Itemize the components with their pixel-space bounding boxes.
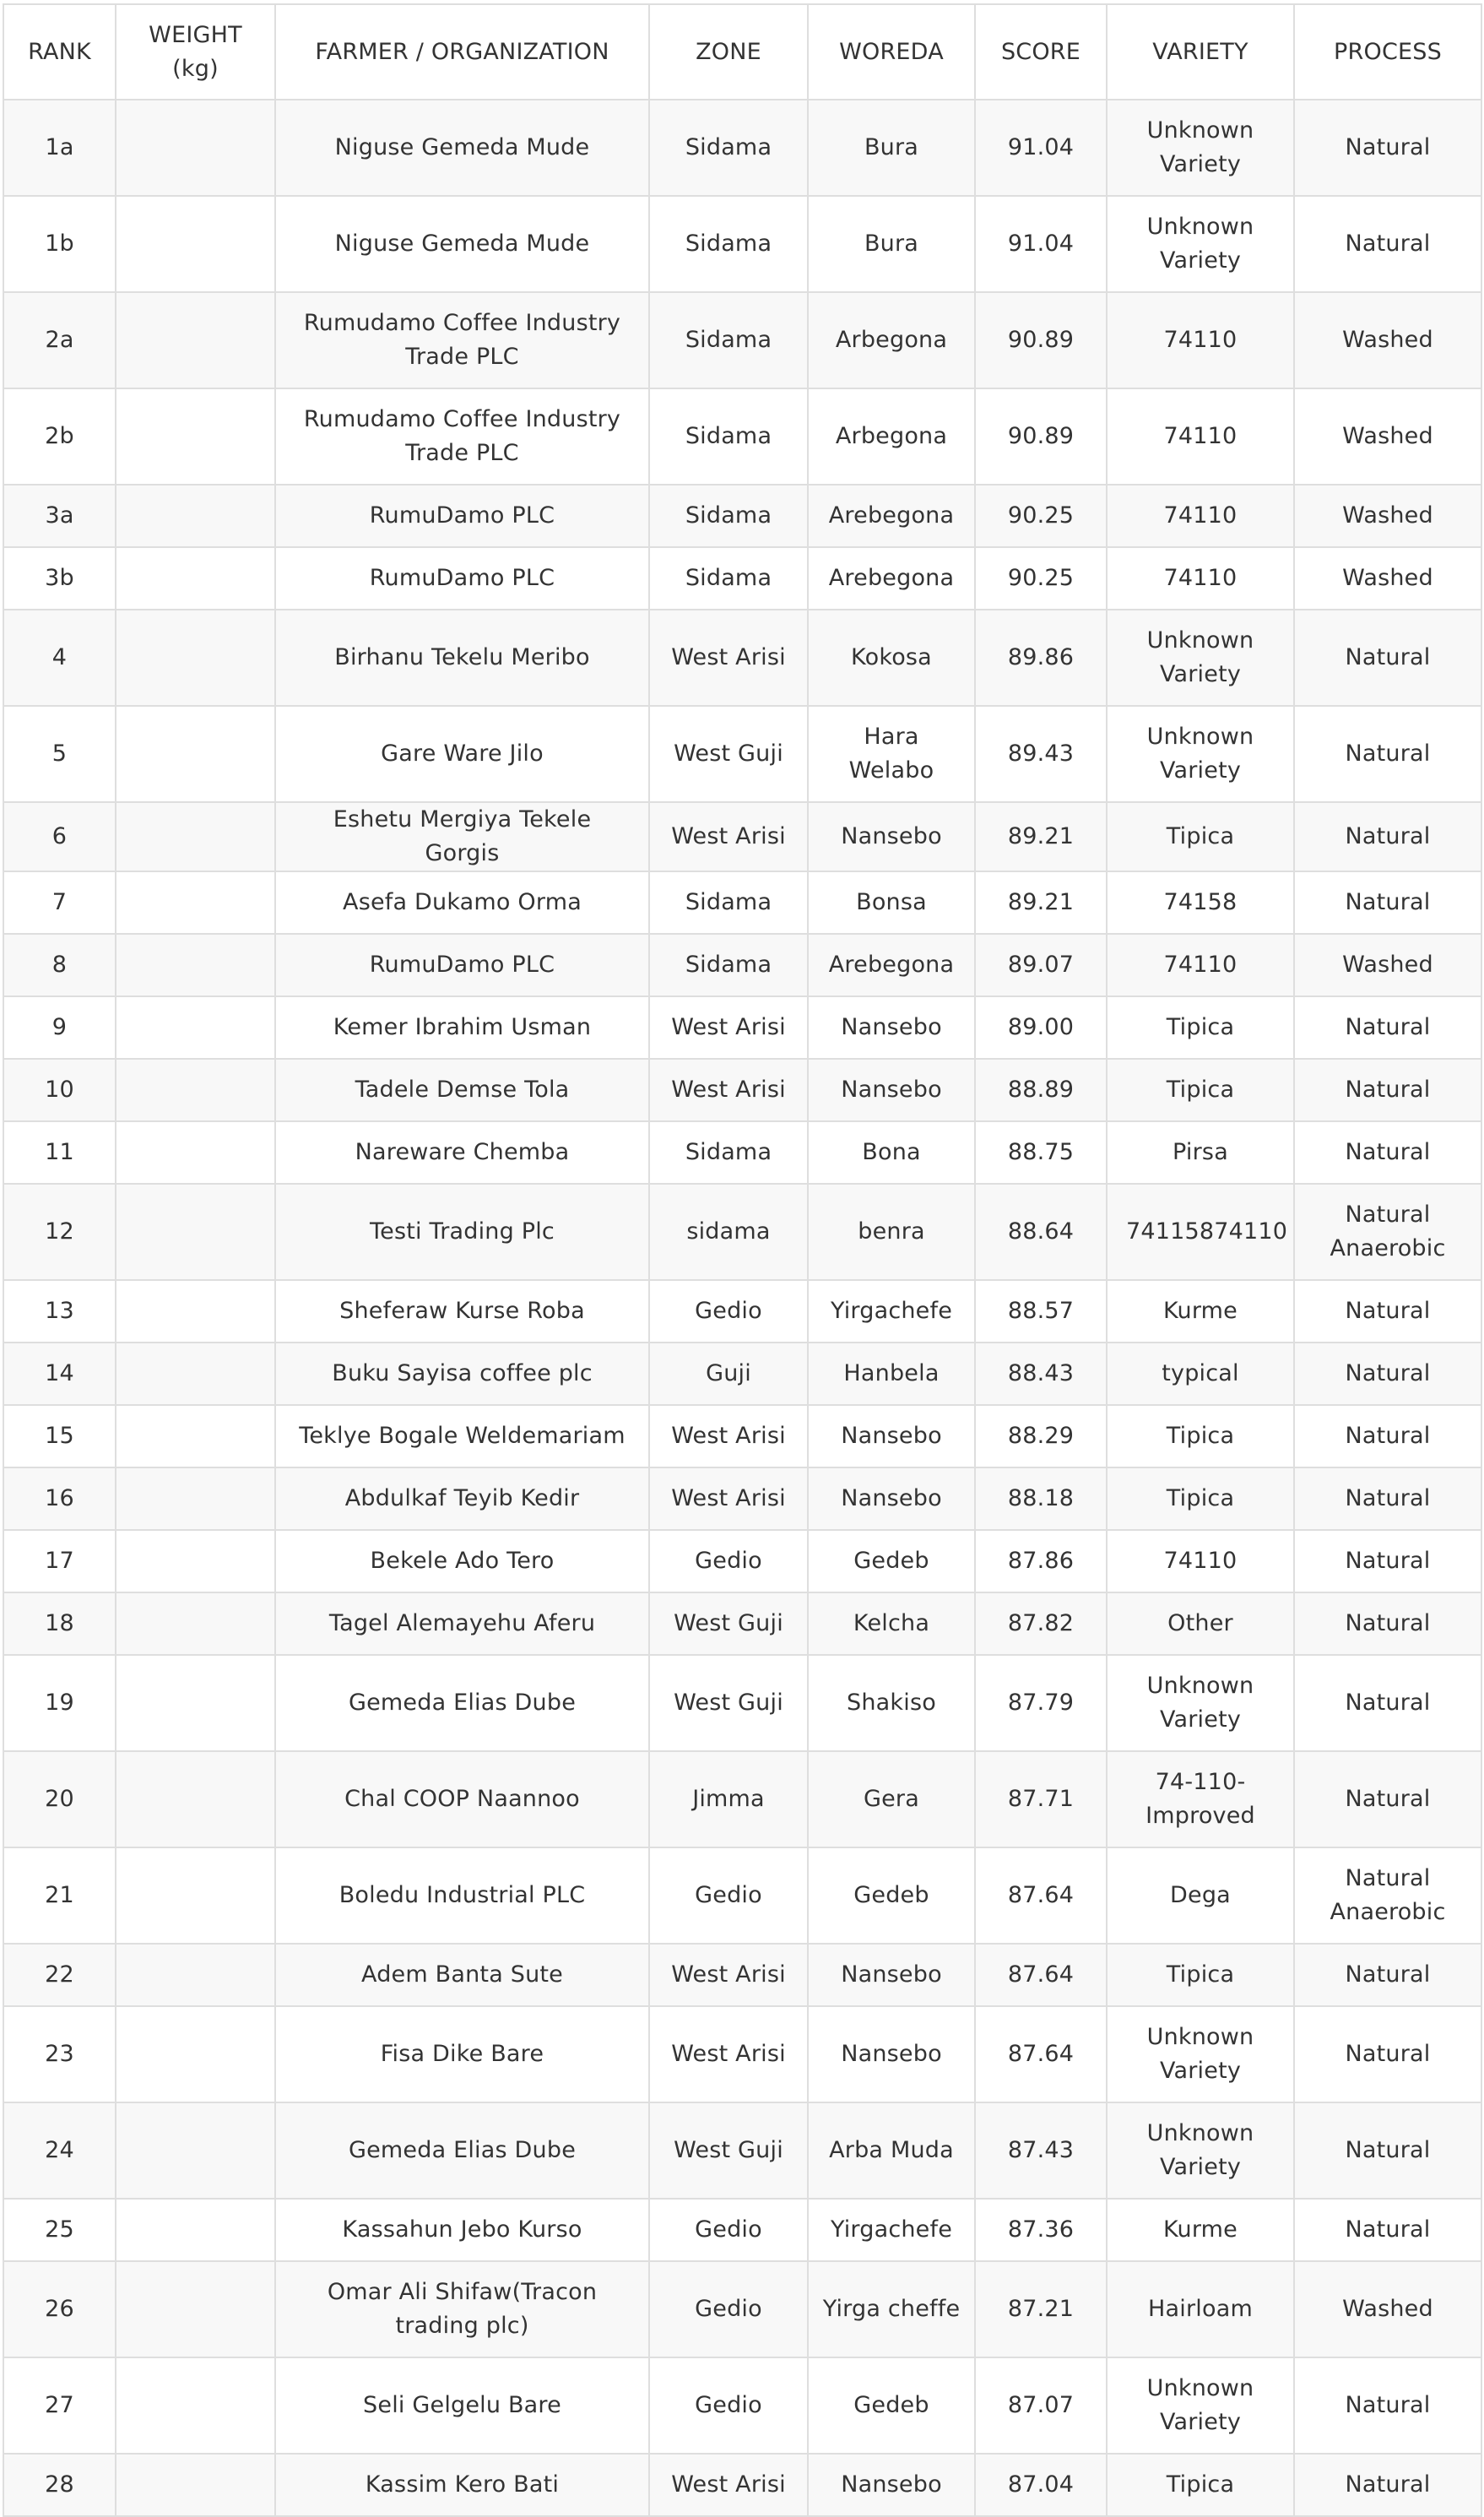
score-cell: 89.43	[975, 706, 1107, 802]
farmer-cell: Niguse Gemeda Mude	[275, 100, 649, 196]
woreda-cell: Arba Muda	[808, 2102, 975, 2199]
woreda-cell: Arebegona	[808, 934, 975, 996]
table-row	[3, 1059, 1481, 1121]
score-cell: 90.25	[975, 485, 1107, 547]
score-cell: 88.18	[975, 1467, 1107, 1530]
weight-cell	[116, 2006, 275, 2102]
table-row	[3, 2006, 1481, 2102]
score-cell: 91.04	[975, 196, 1107, 292]
woreda-cell: Nansebo	[808, 802, 975, 871]
rank-cell: 22	[3, 1944, 116, 2006]
process-cell: Natural	[1294, 100, 1481, 196]
results-table	[3, 3, 1482, 2517]
header-zone: ZONE	[649, 4, 808, 100]
weight-cell	[116, 610, 275, 706]
weight-cell	[116, 388, 275, 485]
process-cell: Natural	[1294, 1059, 1481, 1121]
woreda-cell: Bona	[808, 1121, 975, 1184]
rank-cell: 6	[3, 802, 116, 871]
farmer-cell: Omar Ali Shifaw(Tracon trading plc)	[275, 2261, 649, 2357]
variety-cell: 74115874110	[1107, 1184, 1294, 1280]
score-cell: 91.04	[975, 100, 1107, 196]
weight-cell	[116, 292, 275, 388]
process-cell: Natural	[1294, 1751, 1481, 1847]
score-cell: 90.89	[975, 292, 1107, 388]
weight-cell	[116, 871, 275, 934]
farmer-cell: Kassahun Jebo Kurso	[275, 2199, 649, 2261]
farmer-cell: Eshetu Mergiya Tekele Gorgis	[275, 802, 649, 871]
zone-cell: sidama	[649, 1184, 808, 1280]
table-row	[3, 2261, 1481, 2357]
variety-cell: 74158	[1107, 871, 1294, 934]
score-cell: 88.29	[975, 1405, 1107, 1467]
weight-cell	[116, 2454, 275, 2516]
process-cell: Natural	[1294, 1121, 1481, 1184]
table-row	[3, 1343, 1481, 1405]
farmer-cell: RumuDamo PLC	[275, 934, 649, 996]
variety-cell: Unknown Variety	[1107, 2006, 1294, 2102]
farmer-cell: RumuDamo PLC	[275, 485, 649, 547]
variety-cell: Tipica	[1107, 802, 1294, 871]
rank-cell: 1a	[3, 100, 116, 196]
rank-cell: 25	[3, 2199, 116, 2261]
score-cell: 87.64	[975, 1944, 1107, 2006]
zone-cell: Sidama	[649, 1121, 808, 1184]
process-cell: Natural	[1294, 1592, 1481, 1655]
farmer-cell: Testi Trading Plc	[275, 1184, 649, 1280]
zone-cell: Sidama	[649, 100, 808, 196]
score-cell: 87.07	[975, 2357, 1107, 2454]
header-weight: WEIGHT (kg)	[116, 4, 275, 100]
process-cell: Natural	[1294, 196, 1481, 292]
woreda-cell: Yirgachefe	[808, 1280, 975, 1343]
variety-cell: Tipica	[1107, 1944, 1294, 2006]
rank-cell: 7	[3, 871, 116, 934]
table-row	[3, 871, 1481, 934]
score-cell: 88.43	[975, 1343, 1107, 1405]
score-cell: 87.36	[975, 2199, 1107, 2261]
table-row	[3, 292, 1481, 388]
rank-cell: 20	[3, 1751, 116, 1847]
table-row	[3, 2102, 1481, 2199]
rank-cell: 18	[3, 1592, 116, 1655]
farmer-cell: RumuDamo PLC	[275, 547, 649, 610]
table-row	[3, 706, 1481, 802]
rank-cell: 4	[3, 610, 116, 706]
variety-cell: Unknown Variety	[1107, 2357, 1294, 2454]
table-row	[3, 1530, 1481, 1592]
farmer-cell: Tagel Alemayehu Aferu	[275, 1592, 649, 1655]
variety-cell: 74-110-Improved	[1107, 1751, 1294, 1847]
woreda-cell: Nansebo	[808, 1405, 975, 1467]
process-cell: Natural	[1294, 1655, 1481, 1751]
farmer-cell: Abdulkaf Teyib Kedir	[275, 1467, 649, 1530]
rank-cell: 11	[3, 1121, 116, 1184]
farmer-cell: Tadele Demse Tola	[275, 1059, 649, 1121]
process-cell: Natural	[1294, 1530, 1481, 1592]
header-farmer: FARMER / ORGANIZATION	[275, 4, 649, 100]
woreda-cell: Yirgachefe	[808, 2199, 975, 2261]
score-cell: 89.21	[975, 802, 1107, 871]
woreda-cell: Yirga cheffe	[808, 2261, 975, 2357]
weight-cell	[116, 1121, 275, 1184]
woreda-cell: Arebegona	[808, 547, 975, 610]
woreda-cell: Arebegona	[808, 485, 975, 547]
zone-cell: Sidama	[649, 292, 808, 388]
score-cell: 89.00	[975, 996, 1107, 1059]
process-cell: Natural Anaerobic	[1294, 1184, 1481, 1280]
woreda-cell: Gera	[808, 1751, 975, 1847]
table-row	[3, 1280, 1481, 1343]
farmer-cell: Gemeda Elias Dube	[275, 2102, 649, 2199]
table-row	[3, 1847, 1481, 1944]
zone-cell: Gedio	[649, 1847, 808, 1944]
table-row	[3, 802, 1481, 871]
score-cell: 90.25	[975, 547, 1107, 610]
weight-cell	[116, 996, 275, 1059]
woreda-cell: Nansebo	[808, 2006, 975, 2102]
process-cell: Natural	[1294, 1343, 1481, 1405]
weight-cell	[116, 1944, 275, 2006]
zone-cell: West Arisi	[649, 1059, 808, 1121]
rank-cell: 10	[3, 1059, 116, 1121]
woreda-cell: Gedeb	[808, 2357, 975, 2454]
score-cell: 87.04	[975, 2454, 1107, 2516]
variety-cell: Unknown Variety	[1107, 100, 1294, 196]
farmer-cell: Boledu Industrial PLC	[275, 1847, 649, 1944]
rank-cell: 16	[3, 1467, 116, 1530]
zone-cell: Jimma	[649, 1751, 808, 1847]
woreda-cell: Hanbela	[808, 1343, 975, 1405]
score-cell: 89.86	[975, 610, 1107, 706]
variety-cell: Tipica	[1107, 996, 1294, 1059]
table-row	[3, 1944, 1481, 2006]
variety-cell: Unknown Variety	[1107, 610, 1294, 706]
rank-cell: 2b	[3, 388, 116, 485]
process-cell: Natural	[1294, 2199, 1481, 2261]
rank-cell: 3a	[3, 485, 116, 547]
farmer-cell: Chal COOP Naannoo	[275, 1751, 649, 1847]
process-cell: Washed	[1294, 292, 1481, 388]
score-cell: 90.89	[975, 388, 1107, 485]
score-cell: 87.79	[975, 1655, 1107, 1751]
table-row	[3, 2454, 1481, 2516]
score-cell: 87.71	[975, 1751, 1107, 1847]
table-row	[3, 1121, 1481, 1184]
zone-cell: Gedio	[649, 1280, 808, 1343]
zone-cell: Sidama	[649, 871, 808, 934]
rank-cell: 13	[3, 1280, 116, 1343]
weight-cell	[116, 1280, 275, 1343]
weight-cell	[116, 1059, 275, 1121]
weight-cell	[116, 2199, 275, 2261]
woreda-cell: Nansebo	[808, 2454, 975, 2516]
weight-cell	[116, 1592, 275, 1655]
weight-cell	[116, 1184, 275, 1280]
woreda-cell: Bura	[808, 100, 975, 196]
zone-cell: Sidama	[649, 934, 808, 996]
process-cell: Washed	[1294, 388, 1481, 485]
weight-cell	[116, 2102, 275, 2199]
table-row	[3, 1405, 1481, 1467]
score-cell: 87.21	[975, 2261, 1107, 2357]
weight-cell	[116, 1343, 275, 1405]
farmer-cell: Rumudamo Coffee Industry Trade PLC	[275, 388, 649, 485]
variety-cell: 74110	[1107, 934, 1294, 996]
variety-cell: Other	[1107, 1592, 1294, 1655]
zone-cell: Sidama	[649, 485, 808, 547]
woreda-cell: Kokosa	[808, 610, 975, 706]
farmer-cell: Rumudamo Coffee Industry Trade PLC	[275, 292, 649, 388]
variety-cell: Tipica	[1107, 2454, 1294, 2516]
zone-cell: West Guji	[649, 1655, 808, 1751]
process-cell: Natural	[1294, 1467, 1481, 1530]
weight-cell	[116, 1530, 275, 1592]
score-cell: 87.64	[975, 2006, 1107, 2102]
variety-cell: Kurme	[1107, 1280, 1294, 1343]
process-cell: Natural	[1294, 2102, 1481, 2199]
header-row	[3, 4, 1481, 100]
rank-cell: 14	[3, 1343, 116, 1405]
table-row	[3, 610, 1481, 706]
rank-cell: 24	[3, 2102, 116, 2199]
woreda-cell: benra	[808, 1184, 975, 1280]
score-cell: 88.75	[975, 1121, 1107, 1184]
woreda-cell: Gedeb	[808, 1530, 975, 1592]
rank-cell: 3b	[3, 547, 116, 610]
farmer-cell: Kassim Kero Bati	[275, 2454, 649, 2516]
zone-cell: Sidama	[649, 388, 808, 485]
weight-cell	[116, 1655, 275, 1751]
farmer-cell: Buku Sayisa coffee plc	[275, 1343, 649, 1405]
woreda-cell: Bura	[808, 196, 975, 292]
table-row	[3, 196, 1481, 292]
zone-cell: West Guji	[649, 1592, 808, 1655]
rank-cell: 9	[3, 996, 116, 1059]
farmer-cell: Kemer Ibrahim Usman	[275, 996, 649, 1059]
variety-cell: Unknown Variety	[1107, 196, 1294, 292]
variety-cell: Dega	[1107, 1847, 1294, 1944]
zone-cell: Sidama	[649, 196, 808, 292]
rank-cell: 5	[3, 706, 116, 802]
farmer-cell: Asefa Dukamo Orma	[275, 871, 649, 934]
header-process: PROCESS	[1294, 4, 1481, 100]
woreda-cell: Hara Welabo	[808, 706, 975, 802]
process-cell: Natural	[1294, 1280, 1481, 1343]
weight-cell	[116, 1405, 275, 1467]
process-cell: Natural	[1294, 2357, 1481, 2454]
farmer-cell: Gare Ware Jilo	[275, 706, 649, 802]
table-row	[3, 1592, 1481, 1655]
header-rank: RANK	[3, 4, 116, 100]
header-score: SCORE	[975, 4, 1107, 100]
variety-cell: Unknown Variety	[1107, 706, 1294, 802]
table-row	[3, 547, 1481, 610]
table-row	[3, 934, 1481, 996]
woreda-cell: Nansebo	[808, 996, 975, 1059]
zone-cell: West Arisi	[649, 2454, 808, 2516]
variety-cell: Unknown Variety	[1107, 2102, 1294, 2199]
process-cell: Washed	[1294, 2261, 1481, 2357]
process-cell: Natural	[1294, 2006, 1481, 2102]
zone-cell: West Arisi	[649, 1944, 808, 2006]
woreda-cell: Shakiso	[808, 1655, 975, 1751]
farmer-cell: Gemeda Elias Dube	[275, 1655, 649, 1751]
farmer-cell: Niguse Gemeda Mude	[275, 196, 649, 292]
weight-cell	[116, 100, 275, 196]
farmer-cell: Adem Banta Sute	[275, 1944, 649, 2006]
weight-cell	[116, 1751, 275, 1847]
zone-cell: West Arisi	[649, 1405, 808, 1467]
woreda-cell: Arbegona	[808, 292, 975, 388]
table-row	[3, 485, 1481, 547]
zone-cell: West Arisi	[649, 802, 808, 871]
header-variety: VARIETY	[1107, 4, 1294, 100]
zone-cell: West Arisi	[649, 996, 808, 1059]
zone-cell: West Arisi	[649, 2006, 808, 2102]
process-cell: Natural Anaerobic	[1294, 1847, 1481, 1944]
woreda-cell: Kelcha	[808, 1592, 975, 1655]
table-row	[3, 388, 1481, 485]
variety-cell: Tipica	[1107, 1467, 1294, 1530]
process-cell: Natural	[1294, 802, 1481, 871]
weight-cell	[116, 485, 275, 547]
zone-cell: Guji	[649, 1343, 808, 1405]
farmer-cell: Nareware Chemba	[275, 1121, 649, 1184]
weight-cell	[116, 2261, 275, 2357]
rank-cell: 26	[3, 2261, 116, 2357]
zone-cell: Gedio	[649, 2261, 808, 2357]
rank-cell: 21	[3, 1847, 116, 1944]
score-cell: 87.64	[975, 1847, 1107, 1944]
variety-cell: 74110	[1107, 1530, 1294, 1592]
woreda-cell: Arbegona	[808, 388, 975, 485]
table-body	[3, 100, 1481, 2516]
score-cell: 89.07	[975, 934, 1107, 996]
zone-cell: Gedio	[649, 2199, 808, 2261]
rank-cell: 12	[3, 1184, 116, 1280]
score-cell: 87.82	[975, 1592, 1107, 1655]
rank-cell: 17	[3, 1530, 116, 1592]
variety-cell: typical	[1107, 1343, 1294, 1405]
variety-cell: Tipica	[1107, 1405, 1294, 1467]
weight-cell	[116, 706, 275, 802]
process-cell: Natural	[1294, 1944, 1481, 2006]
weight-cell	[116, 934, 275, 996]
score-cell: 87.86	[975, 1530, 1107, 1592]
process-cell: Natural	[1294, 996, 1481, 1059]
rank-cell: 28	[3, 2454, 116, 2516]
variety-cell: Unknown Variety	[1107, 1655, 1294, 1751]
woreda-cell: Nansebo	[808, 1059, 975, 1121]
weight-cell	[116, 196, 275, 292]
score-cell: 87.43	[975, 2102, 1107, 2199]
rank-cell: 19	[3, 1655, 116, 1751]
table-row	[3, 2357, 1481, 2454]
zone-cell: Sidama	[649, 547, 808, 610]
weight-cell	[116, 547, 275, 610]
variety-cell: 74110	[1107, 292, 1294, 388]
variety-cell: 74110	[1107, 388, 1294, 485]
woreda-cell: Nansebo	[808, 1944, 975, 2006]
variety-cell: Hairloam	[1107, 2261, 1294, 2357]
farmer-cell: Seli Gelgelu Bare	[275, 2357, 649, 2454]
farmer-cell: Fisa Dike Bare	[275, 2006, 649, 2102]
process-cell: Natural	[1294, 871, 1481, 934]
farmer-cell: Sheferaw Kurse Roba	[275, 1280, 649, 1343]
rank-cell: 8	[3, 934, 116, 996]
farmer-cell: Birhanu Tekelu Meribo	[275, 610, 649, 706]
rank-cell: 23	[3, 2006, 116, 2102]
table-row	[3, 996, 1481, 1059]
variety-cell: Kurme	[1107, 2199, 1294, 2261]
farmer-cell: Teklye Bogale Weldemariam	[275, 1405, 649, 1467]
process-cell: Natural	[1294, 610, 1481, 706]
variety-cell: Tipica	[1107, 1059, 1294, 1121]
woreda-cell: Nansebo	[808, 1467, 975, 1530]
rank-cell: 2a	[3, 292, 116, 388]
woreda-cell: Bonsa	[808, 871, 975, 934]
table-row	[3, 1655, 1481, 1751]
weight-cell	[116, 1847, 275, 1944]
rank-cell: 15	[3, 1405, 116, 1467]
rank-cell: 27	[3, 2357, 116, 2454]
score-cell: 88.57	[975, 1280, 1107, 1343]
weight-cell	[116, 2357, 275, 2454]
table-row	[3, 1184, 1481, 1280]
process-cell: Natural	[1294, 1405, 1481, 1467]
farmer-cell: Bekele Ado Tero	[275, 1530, 649, 1592]
process-cell: Washed	[1294, 485, 1481, 547]
zone-cell: Gedio	[649, 2357, 808, 2454]
variety-cell: 74110	[1107, 485, 1294, 547]
weight-cell	[116, 802, 275, 871]
weight-cell	[116, 1467, 275, 1530]
process-cell: Natural	[1294, 706, 1481, 802]
table-row	[3, 1467, 1481, 1530]
zone-cell: West Arisi	[649, 1467, 808, 1530]
zone-cell: Gedio	[649, 1530, 808, 1592]
variety-cell: 74110	[1107, 547, 1294, 610]
zone-cell: West Guji	[649, 2102, 808, 2199]
process-cell: Natural	[1294, 2454, 1481, 2516]
table-row	[3, 1751, 1481, 1847]
rank-cell: 1b	[3, 196, 116, 292]
table-row	[3, 2199, 1481, 2261]
woreda-cell: Gedeb	[808, 1847, 975, 1944]
zone-cell: West Arisi	[649, 610, 808, 706]
zone-cell: West Guji	[649, 706, 808, 802]
header-woreda: WOREDA	[808, 4, 975, 100]
process-cell: Washed	[1294, 547, 1481, 610]
variety-cell: Pirsa	[1107, 1121, 1294, 1184]
process-cell: Washed	[1294, 934, 1481, 996]
score-cell: 89.21	[975, 871, 1107, 934]
score-cell: 88.64	[975, 1184, 1107, 1280]
table-row	[3, 100, 1481, 196]
score-cell: 88.89	[975, 1059, 1107, 1121]
